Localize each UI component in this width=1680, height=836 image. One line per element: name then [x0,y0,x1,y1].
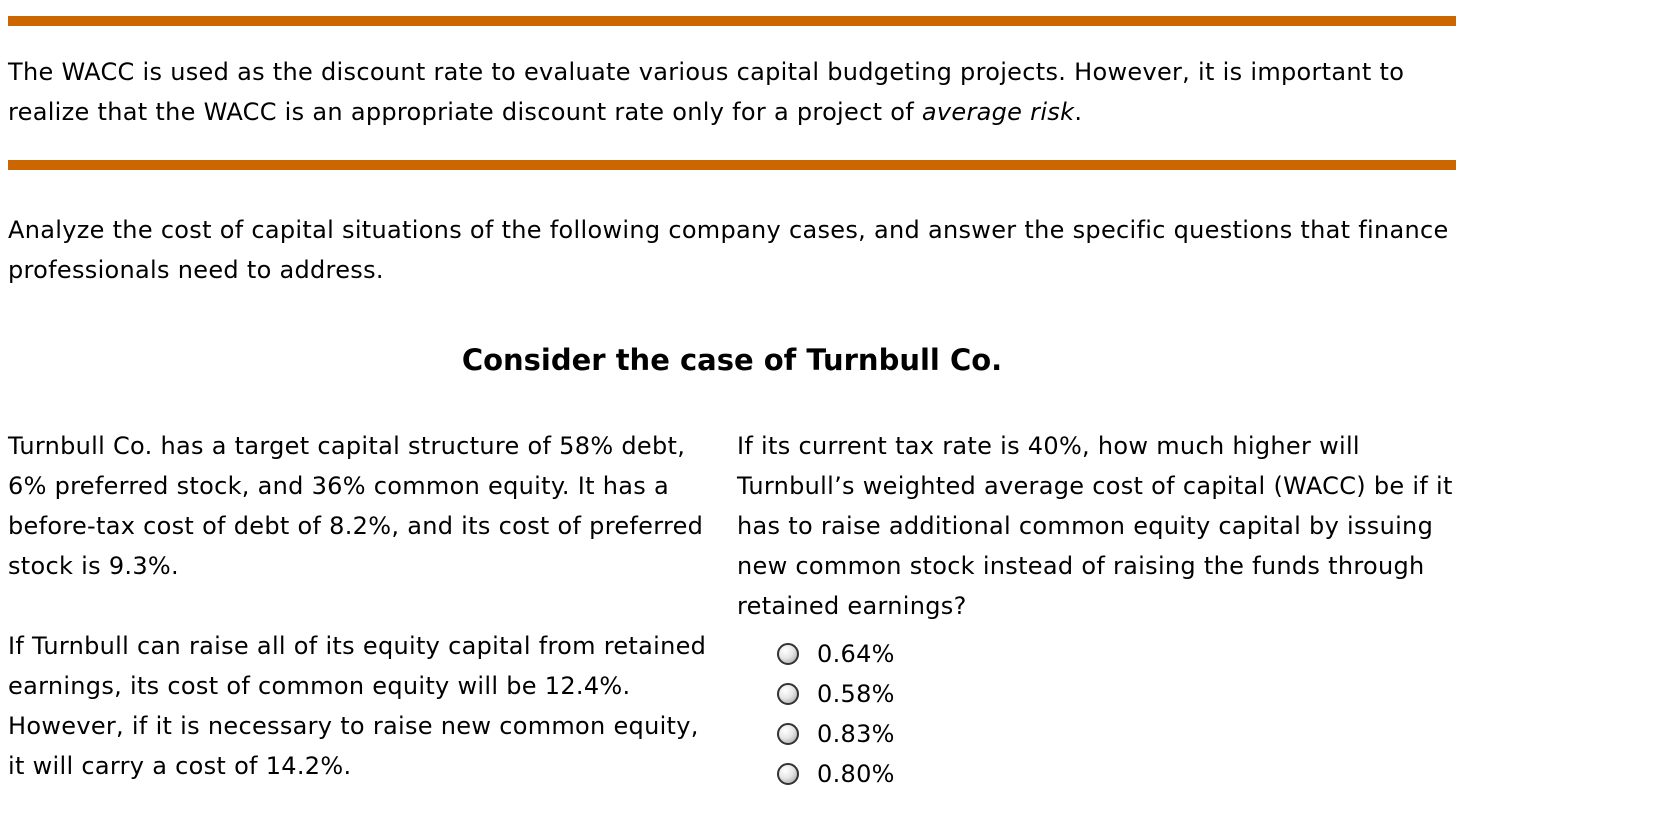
radio-button-icon[interactable] [777,763,799,785]
radio-button-icon[interactable] [777,643,799,665]
intro-emphasis: average risk [921,98,1075,126]
answer-option-1[interactable] [777,634,1457,674]
radio-button-icon[interactable] [777,723,799,745]
radio-button-icon[interactable] [777,683,799,705]
answer-option-label: 0.80% [817,760,895,788]
top-divider [8,16,1456,26]
question-text: If its current tax rate is 40%, how much higher will Turnbull’s weighted average cost of capital (WACC) be if it has to raise additional common equity capital by issuing new common stock instead of raising the funds through retained earnings? [737,432,1453,620]
intro-period: . [1074,98,1083,126]
case-paragraph-equity-cost: If Turnbull can raise all of its equity capital from retained earnings, its cost of common equity will be 12.4%. However, if it is necessary to raise new common equity, it will carry a cost of 14.2%. [8,632,707,780]
answer-option-2[interactable] [777,674,1457,714]
answer-option-label: 0.83% [817,720,895,748]
answer-option-label: 0.64% [817,640,895,668]
case-heading: Consider the case of Turnbull Co. [461,343,1003,377]
bottom-divider [8,160,1456,170]
case-paragraph-capital-structure: Turnbull Co. has a target capital structure of 58% debt, 6% preferred stock, and 36% common equity. It has a before-tax cost of debt of 8.2%, and its cost of preferred stock is 9.3%. [8,432,704,580]
answer-options [737,634,1457,794]
case-description [8,426,720,826]
intro-text: The WACC is used as the discount rate to evaluate various capital budgeting projects. However, it is important to realize that the WACC is an appropriate discount rate only for a project of [8,58,1405,126]
answer-option-4[interactable] [777,754,1457,794]
question-panel [737,426,1457,794]
intro-paragraph [8,52,1448,132]
answer-option-3[interactable] [777,714,1457,754]
answer-option-label: 0.58% [817,680,895,708]
instructions-paragraph: Analyze the cost of capital situations of the following company cases, and answer the specific questions that finance professionals need to address. [8,216,1449,284]
